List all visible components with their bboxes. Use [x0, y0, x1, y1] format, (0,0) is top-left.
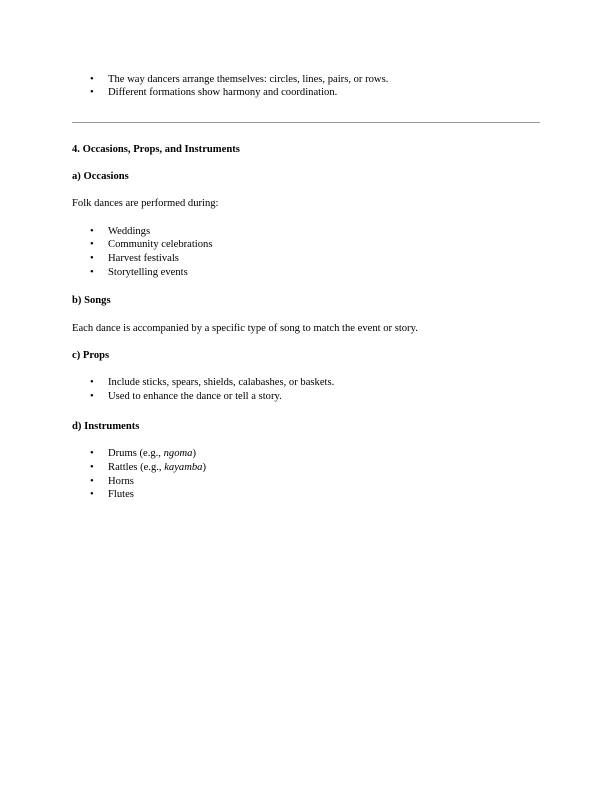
- item-italic: ngoma: [163, 448, 193, 459]
- list-item-text: Different formations show harmony and coordination.: [108, 87, 338, 98]
- item-suffix: ): [192, 448, 196, 459]
- list-item: [90, 447, 196, 460]
- list-item-text: Storytelling events: [108, 267, 188, 278]
- list-item: [90, 252, 179, 265]
- list-item: [90, 238, 212, 251]
- bullet-icon: •: [90, 87, 94, 98]
- list-item: [90, 475, 134, 488]
- list-item: [90, 266, 188, 279]
- bullet-icon: •: [90, 226, 94, 237]
- list-item-text: Used to enhance the dance or tell a story.: [108, 391, 282, 402]
- occasions-intro: Folk dances are performed during:: [72, 198, 219, 209]
- list-item-text: The way dancers arrange themselves: circles, lines, pairs, or rows.: [108, 74, 389, 85]
- occasions-heading: a) Occasions: [72, 171, 129, 182]
- bullet-icon: •: [90, 476, 94, 487]
- songs-heading: b) Songs: [72, 295, 111, 306]
- list-item: [90, 86, 337, 99]
- songs-text: Each dance is accompanied by a specific type of song to match the event or story.: [72, 323, 418, 334]
- bullet-icon: •: [90, 267, 94, 278]
- item-text: Flutes: [108, 489, 134, 500]
- section-heading: 4. Occasions, Props, and Instruments: [72, 144, 240, 155]
- list-item-text: Harvest festivals: [108, 253, 179, 264]
- bullet-icon: •: [90, 391, 94, 402]
- list-item: [90, 461, 206, 474]
- list-item: [90, 73, 388, 86]
- list-item: [90, 225, 150, 238]
- bullet-icon: •: [90, 74, 94, 85]
- bullet-icon: •: [90, 377, 94, 388]
- bullet-icon: •: [90, 462, 94, 473]
- list-item-text: Community celebrations: [108, 239, 213, 250]
- list-item: [90, 376, 334, 389]
- item-text: Horns: [108, 476, 134, 487]
- props-heading: c) Props: [72, 350, 110, 361]
- horizontal-divider: [72, 122, 540, 123]
- item-italic: kayamba: [164, 462, 203, 473]
- list-item: [90, 488, 134, 501]
- item-text: Rattles (e.g.,: [108, 462, 165, 473]
- item-suffix: ): [202, 462, 206, 473]
- bullet-icon: •: [90, 489, 94, 500]
- list-item-text: Include sticks, spears, shields, calabashes, or baskets.: [108, 377, 335, 388]
- bullet-icon: •: [90, 239, 94, 250]
- item-text: Drums (e.g.,: [108, 448, 164, 459]
- list-item-text: Weddings: [108, 226, 151, 237]
- bullet-icon: •: [90, 253, 94, 264]
- instruments-heading: d) Instruments: [72, 421, 140, 432]
- list-item: [90, 390, 282, 403]
- bullet-icon: •: [90, 448, 94, 459]
